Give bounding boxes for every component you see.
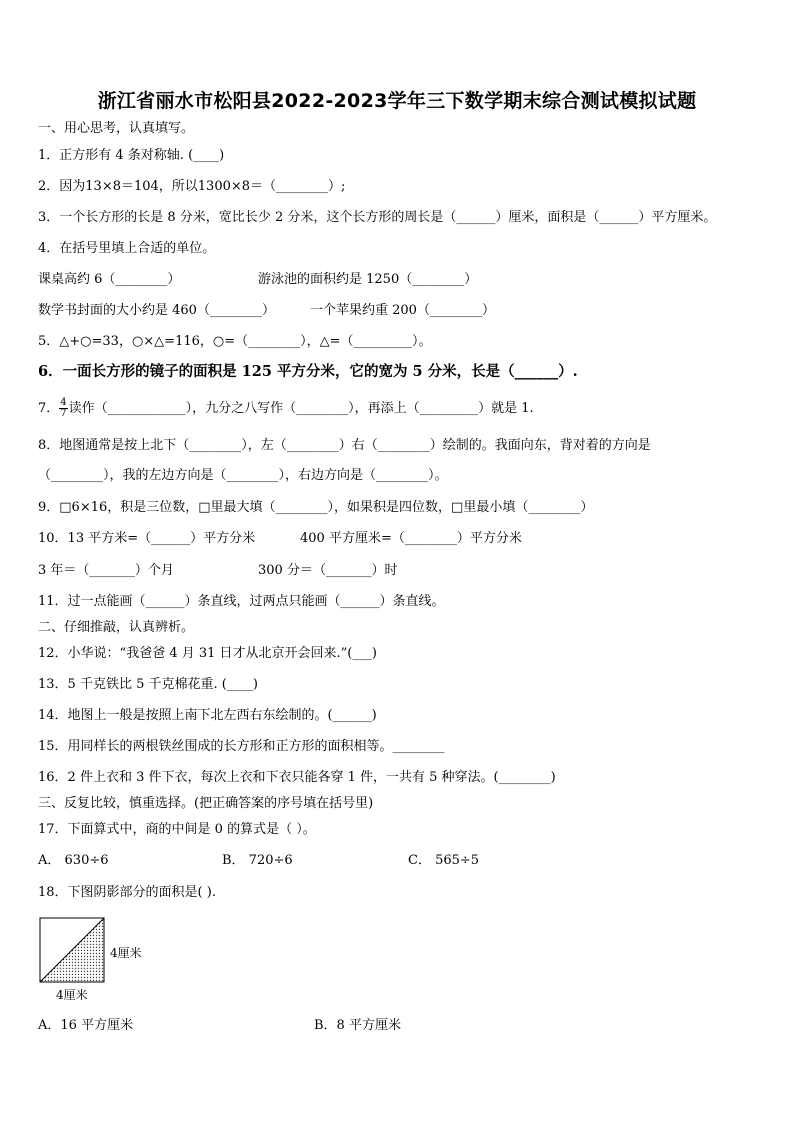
question-2: 2．因为13×8＝104，所以1300×8＝（________）; <box>38 179 346 194</box>
question-4-item-b: 游泳池的面积约是 1250（________） <box>258 272 478 287</box>
fraction-denominator: 7 <box>60 408 67 419</box>
question-8-line-1: 8．地图通常是按上北下（________），左（________）右（________）绘制的。我面向东，背对着的方向是 <box>38 438 651 453</box>
question-4-item-a: 课桌高约 6（________） <box>38 272 181 287</box>
section-heading-1: 一、用心思考，认真填写。 <box>38 121 195 136</box>
question-18-option-a: A．16 平方厘米 <box>38 1018 134 1033</box>
question-16: 16．2 件上衣和 3 件下衣，每次上衣和下衣只能各穿 1 件，一共有 5 种穿法。(________) <box>38 770 556 785</box>
section-heading-2: 二、仔细推敲，认真辨析。 <box>38 620 195 635</box>
question-6: 6．一面长方形的镜子的面积是 125 平方分米，它的宽为 5 分米，长是（______）. <box>38 363 578 380</box>
question-17-option-a: A． 630÷6 <box>38 853 109 868</box>
question-17-option-b: B． 720÷6 <box>222 853 293 868</box>
question-5: 5．△+○=33，○×△=116，○=（________），△=（_________）。 <box>38 334 432 349</box>
section-heading-3: 三、反复比较，慎重选择。(把正确答案的序号填在括号里) <box>38 796 374 811</box>
question-12: 12．小华说：“我爸爸 4 月 31 日才从北京开会回来.”(___) <box>38 646 377 661</box>
question-10-item-b: 400 平方厘米=（________）平方分米 <box>300 531 522 546</box>
question-17: 17．下面算式中，商的中间是 0 的算式是（ ）。 <box>38 822 316 837</box>
question-4-item-d: 一个苹果约重 200（________） <box>310 303 495 318</box>
question-10-item-c: 3 年＝（_______）个月 <box>38 563 174 578</box>
question-9: 9．□6×16，积是三位数，□里最大填（________），如果积是四位数，□里最小填（________） <box>38 500 594 515</box>
question-4-item-c: 数学书封面的大小约是 460（________） <box>38 303 275 318</box>
fraction-four-sevenths <box>59 398 67 419</box>
question-18: 18．下图阴影部分的面积是( ). <box>38 885 216 900</box>
shaded-square-figure <box>38 916 158 1010</box>
question-3: 3．一个长方形的长是 8 分米，宽比长少 2 分米，这个长方形的周长是（______）厘米，面积是（______）平方厘米。 <box>38 210 717 225</box>
question-7 <box>38 398 534 419</box>
question-13: 13．5 千克铁比 5 千克棉花重. (____) <box>38 677 258 692</box>
question-8-line-2: （________），我的左边方向是（________），右边方向是（________）。 <box>38 468 448 483</box>
question-14: 14．地图上一般是按照上南下北左西右东绘制的。(______) <box>38 708 377 723</box>
bottom-length-label: 4厘米 <box>56 988 88 1002</box>
question-4: 4．在括号里填上合适的单位。 <box>38 241 216 256</box>
question-7-number: 7． <box>38 401 60 416</box>
fraction-numerator: 4 <box>60 397 67 408</box>
question-11: 11．过一点能画（______）条直线，过两点只能画（______）条直线。 <box>38 594 445 609</box>
question-15: 15．用同样长的两根铁丝围成的长方形和正方形的面积相等。________ <box>38 739 445 754</box>
question-10-item-d: 300 分＝（_______）时 <box>258 563 398 578</box>
page-title: 浙江省丽水市松阳县2022-2023学年三下数学期末综合测试模拟试题 <box>97 90 697 112</box>
question-7-text: 读作（____________），九分之八写作（________），再添上（_________）就是 1. <box>68 401 534 416</box>
side-length-label: 4厘米 <box>110 946 142 960</box>
question-18-option-b: B．8 平方厘米 <box>314 1018 401 1033</box>
question-17-option-c: C． 565÷5 <box>408 853 480 868</box>
question-1: 1．正方形有 4 条对称轴. (____) <box>38 148 225 163</box>
question-10-item-a: 10．13 平方米=（______）平方分米 <box>38 531 256 546</box>
